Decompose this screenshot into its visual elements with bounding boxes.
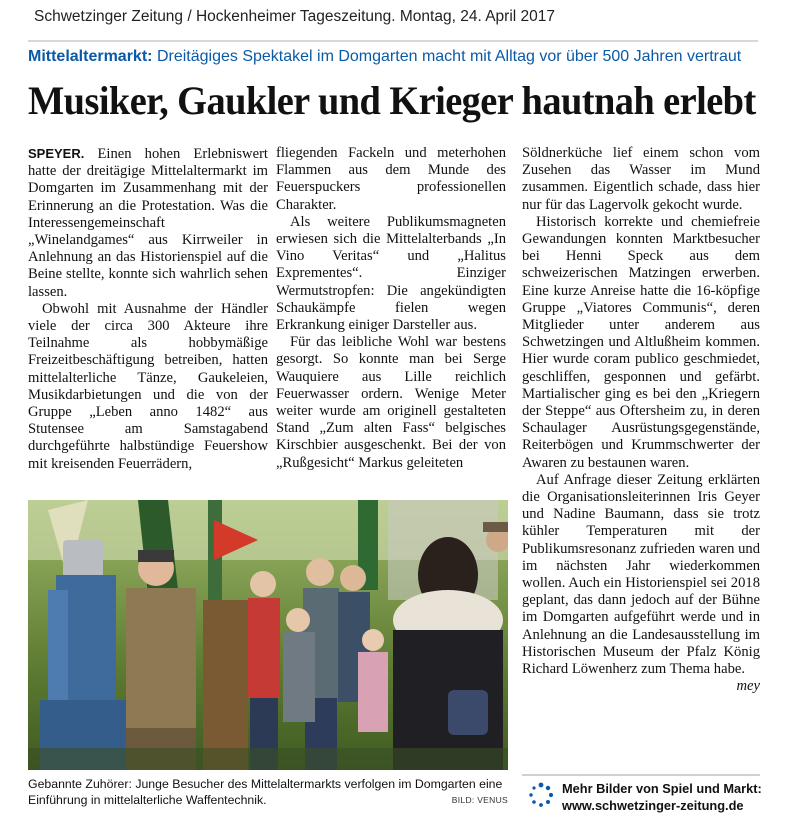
- paragraph: Für das leibliche Wohl war bestens gesorgt. So konnte man bei Serge Wauquiere aus Lille reichlich Feuerwasser ordern. Wenige Meter weiter wurde am originell gestalteten Stand „Zum alten Fass“ belgisches Kirschbier ausgeschenkt. Bei der von „Rußgesicht“ Markus geleiteten: [276, 334, 506, 471]
- paragraph: Söldnerküche lief einem schon vom Zusehen das Wasser im Mund zusammen. Eigentlich schade, dass hier nur für das Lagervolk gekocht wurde.: [522, 145, 760, 213]
- paragraph: fliegenden Fackeln und meterhohen Flammen aus dem Munde des Feuerspuckers professionellen Charakter.: [276, 145, 506, 213]
- more-pictures-label: Mehr Bilder von Spiel und Markt:: [562, 781, 762, 796]
- box-divider: [522, 774, 760, 776]
- paragraph-text: Einen hohen Erlebniswert hatte der dreitägige Mittelaltermarkt im Domgarten im Zusammenhang mit der Erinnerung an die Protestation. Was die Interessengemeinschaft „Winelandgames“ aus Kirrweiler in Anlehnung an das Historienspiel auf die Beine stellte, konnte sich wahrlich sehen lassen.: [28, 146, 268, 300]
- subline: Dreitägiges Spektakel im Domgarten macht mit Alltag vor über 500 Jahren vertraut: [156, 48, 742, 65]
- more-pictures-text: [562, 780, 762, 814]
- paragraph: Auf Anfrage dieser Zeitung erklärten die Organisationsleiterinnen Iris Geyer und Nadine Baumann, dass sie trotz kühler Temperaturen mit der Publikumsresonanz zufrieden waren und im nächsten Jahr wiederkommen wollen. Auch ein Historienspiel sei 2018 geplant, das dann jedoch auf der Bühne im Domgarten aufgeführt werde und in Anlehnung an die Landesausstellung im Historischen Museum der Pfalz König Richard Löwenherz zum Thema habe.: [522, 471, 760, 678]
- paragraph: Historisch korrekte und chemiefreie Gewandungen konnten Marktbesucher bei Henni Speck aus dem schweizerischen Matzingen erwerben. Eine kurze Anreise hatte die 16-köpfige Gruppe „Viatores Communis“, deren Mitglieder unter anderem aus Schwetzingen und Altlußheim kommen. Hier wurde coram publico geschmiedet, geschliffen, gesponnen und gefärbt. Martialischer ging es bei den „Kriegern der Steppe“ aus Oftersheim zu, in deren Schaulager Ausrüstungsgegenstände, Reiterbögen und Krummschwerter der Awaren zu bestaunen waren.: [522, 213, 760, 471]
- author-initials: mey: [736, 678, 760, 695]
- publication-header: [28, 2, 758, 42]
- photo-caption: [28, 776, 508, 808]
- website-link[interactable]: www.schwetzinger-zeitung.de: [562, 798, 744, 813]
- paragraph: [28, 145, 268, 301]
- photo-illustration: [28, 500, 508, 770]
- kicker: Mittelaltermarkt:: [28, 48, 153, 65]
- article-photo: [28, 500, 508, 770]
- loading-dots-icon: [528, 782, 554, 808]
- paragraph: Als weitere Publikumsmagneten erwiesen sich die Mittelalterbands „In Vino Veritas“ und „Halitus Exprementes“. Einziger Wermutstropfen: Die angekündigten Schaukämpfe fielen wegen Erkrankung einiger Darsteller aus.: [276, 213, 506, 334]
- publication-line: Schwetzinger Zeitung / Hockenheimer Tageszeitung. Montag, 24. April 2017: [28, 2, 758, 30]
- headline: Musiker, Gaukler und Krieger hautnah erlebt: [28, 78, 756, 123]
- dateline: SPEYER.: [28, 146, 85, 161]
- paragraph: Obwohl mit Ausnahme der Händler viele der circa 300 Akteure ihre Teilnahme als hobbymäßige Freizeitbeschäftigung betreiben, hatten mittelalterliche Tänze, Gaukeleien, Musikdarbietungen und die von der Gruppe „Leben anno 1482“ aus Stutensee am Samstagabend durchgeführte halbstündige Feuershow mit kreisenden Feuerrädern,: [28, 300, 268, 472]
- article-column-3: [522, 145, 760, 696]
- article-column-1: [28, 145, 268, 473]
- header-divider: [28, 40, 758, 42]
- photo-credit: BILD: VENUS: [451, 795, 508, 805]
- caption-text: Gebannte Zuhörer: Junge Besucher des Mittelaltermarkts verfolgen im Domgarten eine Einführung in mittelalterliche Waffentechnik.: [28, 777, 503, 807]
- article-column-2: [276, 145, 506, 472]
- kicker-row: [28, 48, 763, 66]
- more-pictures-box[interactable]: [522, 774, 762, 822]
